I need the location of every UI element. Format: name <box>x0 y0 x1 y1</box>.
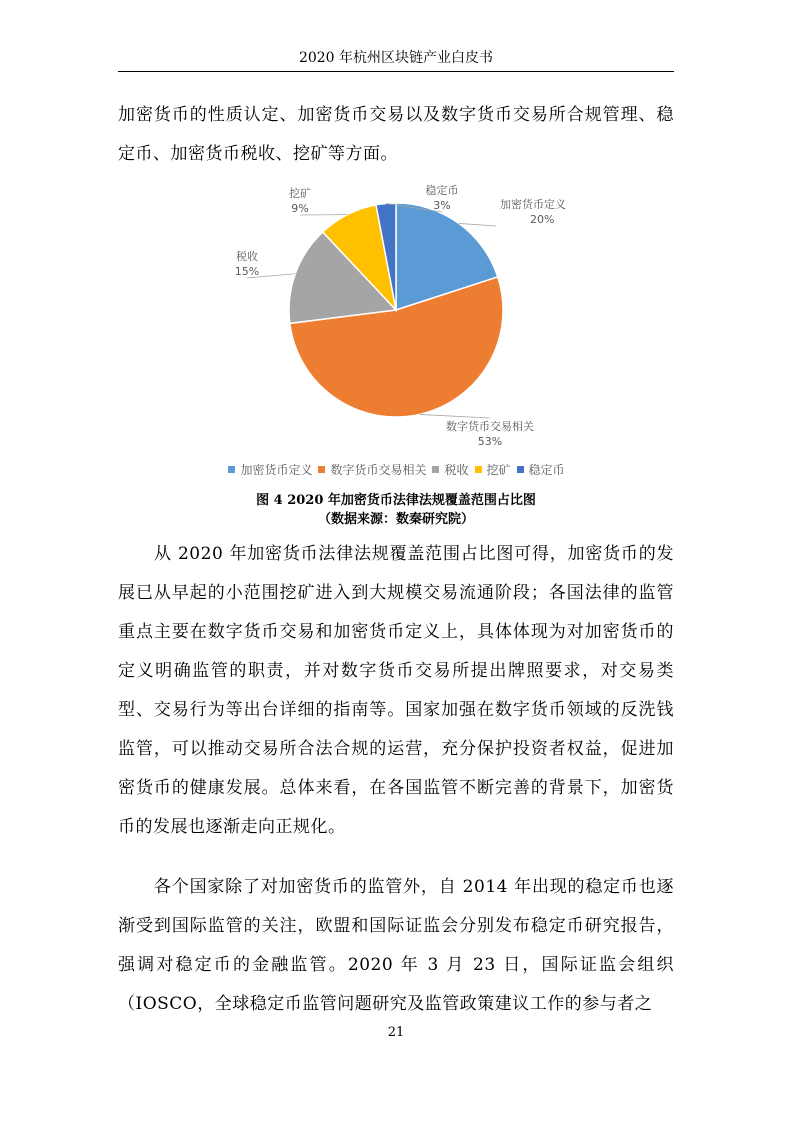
slice-label-value: 3% <box>433 199 451 212</box>
legend-swatch <box>475 466 482 473</box>
figure-caption: 图 4 2020 年加密货币法律法规覆盖范围占比图 <box>256 493 536 508</box>
legend-label: 加密货币定义 <box>240 463 313 477</box>
legend-item <box>318 461 426 478</box>
slice-label-value: 53% <box>477 435 503 448</box>
legend-swatch <box>228 466 235 473</box>
page-number: 21 <box>387 1025 405 1040</box>
body-paragraph-1: 从 2020 年加密货币法律法规覆盖范围占比图可得，加密货币的发展已从早起的小范围挖矿进入到大规模交易流通阶段；各国法律的监管重点主要在数字货币交易和加密货币定义上，具体体现为对加密货币的定义明确监管的职责，并对数字货币交易所提出牌照要求，对交易类型、交易行为等出台详细的指南等。国家加强在数字货币领域的反洗钱监管，可以推动交易所合法合规的运营，充分保护投资者权益，促进加密货币的健康发展。总体来看，在各国监管不断完善的背景下，加密货币的发展也逐渐走向正规化。 <box>118 544 674 837</box>
legend-swatch <box>318 466 325 473</box>
slice-label-name: 稳定币 <box>425 184 459 197</box>
slice-label-name: 加密货币定义 <box>500 198 566 211</box>
slice-label-name: 挖矿 <box>289 187 311 200</box>
legend-item <box>517 461 565 478</box>
legend-item <box>475 461 511 478</box>
legend-item <box>228 461 312 478</box>
legend-swatch <box>517 466 524 473</box>
pie-slices <box>289 203 503 417</box>
leader-line <box>419 414 490 418</box>
leader-line <box>459 223 496 226</box>
header-rule <box>118 71 674 72</box>
legend-item <box>432 461 468 478</box>
legend-label: 挖矿 <box>486 463 511 477</box>
slice-label-name: 数字货币交易相关 <box>446 420 534 433</box>
legend-label: 税收 <box>444 463 469 477</box>
body-paragraph-2: 各个国家除了对加密货币的监管外，自 2014 年出现的稳定币也逐渐受到国际监管的关注，欧盟和国际证监会分别发布稳定币研究报告，强调对稳定币的金融监管。2020 年 3 月 23 日，国际证监会组织（IOSCO，全球稳定币监管问题研究及监管政策建议工作的参与者之 <box>118 877 674 1014</box>
legend-label: 稳定币 <box>528 463 565 477</box>
pie-chart <box>200 180 593 484</box>
figure-source: （数据来源：数秦研究院） <box>317 512 474 527</box>
legend-label: 数字货币交易相关 <box>330 463 427 477</box>
slice-label-value: 9% <box>291 202 309 215</box>
intro-paragraph: 加密货币的性质认定、加密货币交易以及数字货币交易所合规管理、稳定币、加密货币税收、挖矿等方面。 <box>118 105 674 164</box>
slice-label-value: 20% <box>530 213 555 226</box>
slice-label-value: 15% <box>234 265 260 278</box>
slice-label-name: 税收 <box>236 250 258 263</box>
chart-legend <box>200 461 593 478</box>
legend-swatch <box>432 466 439 473</box>
page-header: 2020 年杭州区块链产业白皮书 <box>298 50 494 66</box>
pie-chart-svg <box>200 180 593 484</box>
